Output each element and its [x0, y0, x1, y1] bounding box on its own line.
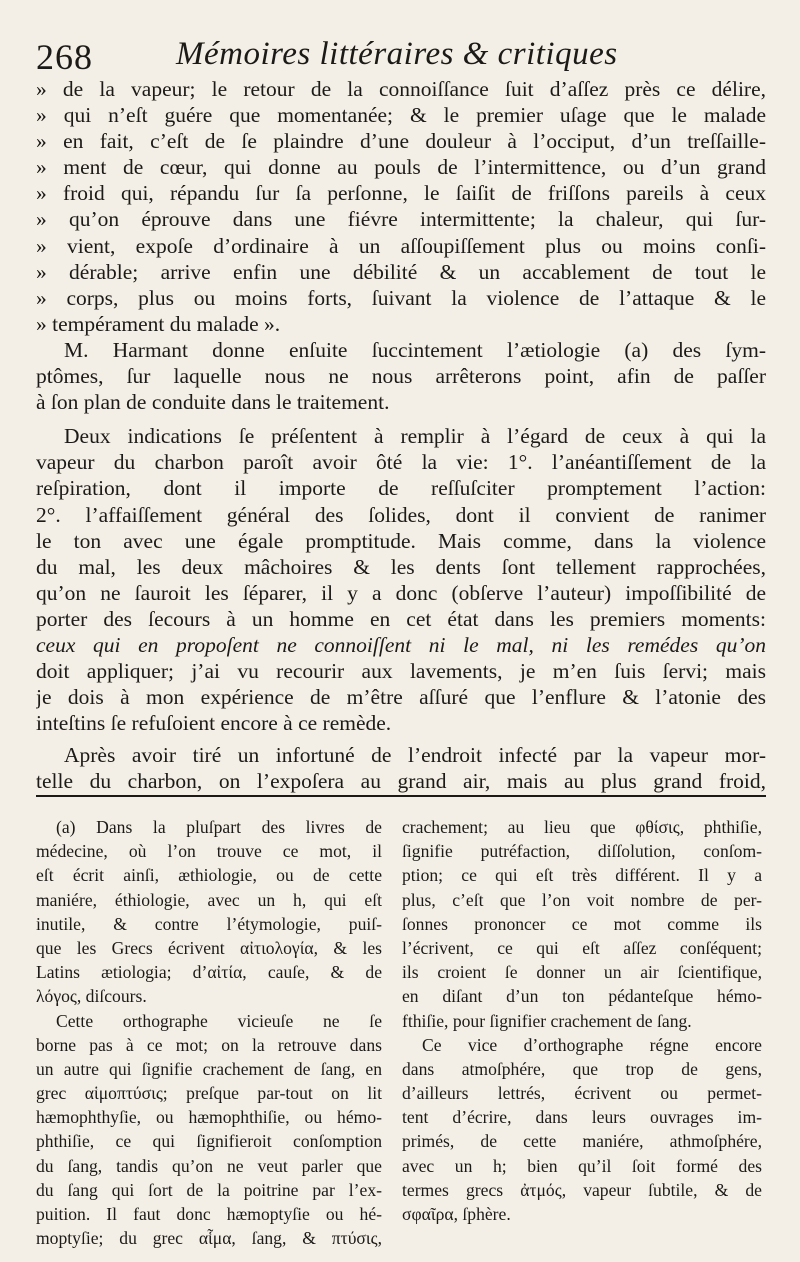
footnote-line: médecine, où l’on trouve ce mot, il — [36, 841, 382, 862]
footnote-column-left — [36, 815, 382, 1250]
footnote-line: σφαῖρα, ſphère. — [402, 1204, 511, 1224]
running-title: Mémoires littéraires & critiques — [176, 36, 618, 72]
text-line: doit appliquer; j’ai vu recourir aux lavements, je m’en ſuis ſervi; mais — [36, 659, 766, 684]
footnote-line: grec αἱμοπτύσις; preſque par-tout on lit — [36, 1083, 382, 1104]
page-number: 268 — [36, 37, 93, 77]
footnote-line: puition. Il faut donc hæmoptyſie ou hé- — [36, 1204, 382, 1224]
footnote-line: phthiſie, ce qui ſignifieroit conſomption — [36, 1131, 382, 1152]
text-line: » qui n’eſt guére que momentanée; & le premier uſage que le malade — [36, 103, 766, 128]
text-line: » ment de cœur, qui donne au pouls de l’intermittence, ou d’un grand — [36, 155, 766, 180]
footnote-rule — [36, 795, 766, 797]
text-line: telle du charbon, on l’expoſera au grand air, mais au plus grand froid, — [36, 769, 766, 794]
footnote-column-right — [402, 815, 762, 1226]
text-line: reſpiration, dont il importe de reſſuſciter promptement l’action: — [36, 476, 766, 501]
footnote-line: borne pas à ce mot; on la retrouve dans — [36, 1034, 382, 1055]
text-line: le ton avec une égale promptitude. Mais comme, dans la violence — [36, 528, 766, 553]
paragraph-first-line: Deux indications ſe préſentent à remplir à l’égard de ceux à qui la — [64, 424, 766, 449]
footnote-line: termes grecs ἀτμός, vapeur ſubtile, & de — [402, 1179, 762, 1200]
footnote-line: Cette orthographe vicieuſe ne ſe — [56, 1010, 382, 1031]
footnote-line: hæmophthyſie, ou hæmophthiſie, ou hémo- — [36, 1107, 382, 1128]
text-line: » corps, plus ou moins forts, ſuivant la violence de l’attaque & le — [36, 285, 766, 310]
footnote-line: plus, c’eſt que l’on voit nombre de per- — [402, 889, 762, 910]
footnote-line: primés, de cette maniére, athmoſphére, — [402, 1131, 762, 1152]
text-line: » tempérament du malade ». — [36, 311, 281, 336]
text-line: du mal, les deux mâchoires & les dents ſont tellement rapprochées, — [36, 554, 766, 579]
footnote-line: Latins ætiologia; d’αἰτία, cauſe, & de — [36, 962, 382, 983]
footnote-line: ils croient ſe donner un air ſcientifique, — [402, 962, 762, 983]
footnote-line: ſignifie putréfaction, diſſolution, conſom- — [402, 841, 762, 862]
text-line: à ſon plan de conduite dans le traitement. — [36, 390, 390, 415]
text-line: » froid qui, répandu ſur ſa perſonne, le ſaiſit de friſſons pareils à ceux — [36, 181, 766, 206]
footnote-line: crachement; au lieu que φθίσις, phthiſie, — [402, 817, 762, 837]
text-line: » en fait, c’eſt de ſe plaindre d’une douleur à l’occiput, d’un treſſaille- — [36, 129, 766, 154]
text-line: » vient, expoſe d’ordinaire à un aſſoupiſſement plus ou moins conſi- — [36, 233, 766, 258]
text-line: ptômes, ſur laquelle nous ne nous arrêterons point, afin de paſſer — [36, 364, 766, 389]
footnote-line: dans atmoſphére, que trop de gens, — [402, 1058, 762, 1079]
paragraph-first-line: Après avoir tiré un infortuné de l’endroit infecté par la vapeur mor- — [64, 743, 766, 768]
text-line: qu’on ne ſauroit les ſéparer, il y a donc (obſerve l’auteur) impoſſibilité de — [36, 580, 766, 605]
footnote-line: un autre qui ſignifie crachement de ſang, en — [36, 1058, 382, 1079]
page-header — [36, 30, 770, 76]
footnote-line: tent d’écrire, dans leurs ouvrages im- — [402, 1107, 762, 1128]
text-line: 2°. l’affaiſſement général des ſolides, dont il convient de ranimer — [36, 502, 766, 527]
footnote-line: (a) Dans la pluſpart des livres de — [56, 817, 382, 837]
footnote-line: avec un h; bien qu’il ſoit formé des — [402, 1155, 762, 1176]
footnote-line: λόγος, diſcours. — [36, 986, 147, 1007]
footnote-line: du ſang, tandis qu’on ne veut parler que — [36, 1155, 382, 1176]
footnote-line: que les Grecs écrivent αἰτιολογία, & les — [36, 937, 382, 958]
footnote-line: fthiſie, pour ſignifier crachement de ſang. — [402, 1010, 692, 1031]
text-line: inteſtins ſe refuſoient encore à ce remède. — [36, 711, 392, 736]
footnote-line: d’ailleurs lettrés, écrivent ou permet- — [402, 1083, 762, 1104]
footnote-line: moptyſie; du grec αἷμα, ſang, & πτύσις, — [36, 1228, 382, 1249]
footnote-line: du ſang qui ſort de la poitrine par l’ex- — [36, 1179, 382, 1200]
main-text — [36, 76, 766, 795]
footnote-line: maniére, éthiologie, avec un h, qui eſt — [36, 889, 382, 910]
text-line: je dois à mon expérience de m’être aſſuré que l’enflure & l’atonie des — [36, 685, 766, 710]
footnote-line: Ce vice d’orthographe régne encore — [422, 1034, 762, 1055]
text-line: » qu’on éprouve dans une fiévre intermittente; la chaleur, qui ſur- — [36, 207, 766, 232]
footnote-line: en diſant d’un ton pédanteſque hémo- — [402, 986, 762, 1007]
text-line: vapeur du charbon paroît avoir ôté la vie: 1°. l’anéantiſſement de la — [36, 450, 766, 475]
text-line: ceux qui en propoſent ne connoiſſent ni le mal, ni les remédes qu’on — [36, 632, 766, 657]
footnote-line: eſt écrit ainſi, æthiologie, ou de cette — [36, 865, 382, 886]
footnote-line: l’écrivent, ce qui eſt aſſez conſéquent; — [402, 937, 762, 958]
footnote-line: inutile, & contre l’étymologie, puiſ- — [36, 913, 382, 934]
footnote-line: ſonnes prononcer ce mot comme ils — [402, 913, 762, 934]
text-line: porter des ſecours à un homme en cet état dans les premiers moments: — [36, 606, 766, 631]
text-line: » de la vapeur; le retour de la connoiſſance ſuit d’aſſez près ce délire, — [36, 77, 766, 101]
paragraph-first-line: M. Harmant donne enſuite ſuccintement l’ætiologie (a) des ſym- — [64, 337, 766, 362]
footnote-line: ption; ce qui eſt très différent. Il y a — [402, 865, 762, 886]
text-line: » dérable; arrive enfin une débilité & un accablement de tout le — [36, 259, 766, 284]
